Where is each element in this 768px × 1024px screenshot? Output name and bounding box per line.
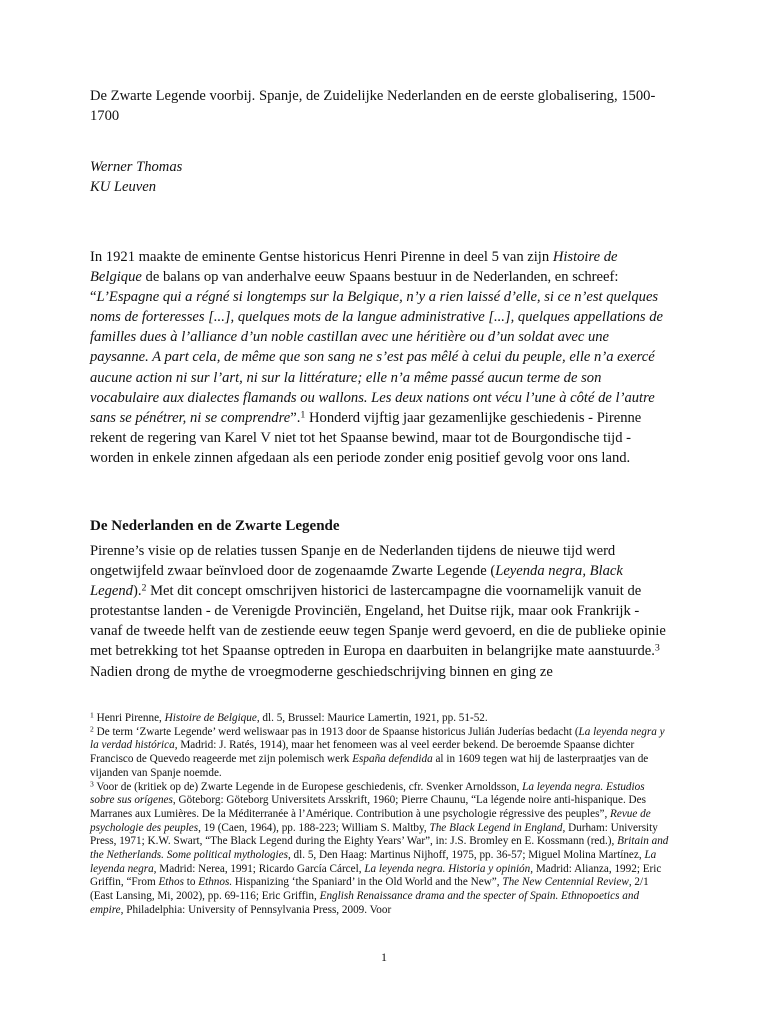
paragraph-intro: In 1921 maakte de eminente Gentse historicus Henri Pirenne in deel 5 van zijn Histoire de Belgique de balans op van anderhalve eeuw Spaans bestuur in de Nederlanden, en schreef: “L’Espagne qui a régné si longtemps sur la Belgique, n’y a rien laissé d’elle, si ce n’est quelques noms de forteresses [...], quelques mots de la langue administrative [...], quelques appellations de familles dues à l’alliance d’un noble castillan avec une héritière ou d’un soldat avec une paysanne. A part cela, de même que son sang ne s’est pas mêlé à celui du peuple, elle n’a exercé aucune action ni sur l’art, ni sur la littérature; elle n’a même passé aucun terme de son vocabulaire aux dialectes flamands ou wallons. Les deux nations ont vécu l’une à côté de l’autre sans se pénétrer, ni se comprendre”.$^1$ Honderd vijftig jaar gezamenlijke geschiedenis - Pirenne rekent de regering van Karel V niet tot het Spaanse bewind, maar tot de Bourgondische tijd - worden in enkele zinnen afgedaan als een periode zonder enig positief gevolg voor ons land. [90,249,664,466]
paper-title [90,86,670,126]
author-block [90,157,670,197]
title-text: De Zwarte Legende voorbij. Spanje, de Zuidelijke Nederlanden en de eerste globalisering, 1500-1700 [90,88,656,125]
footnote-2: $^2$ De term ‘Zwarte Legende’ werd weliswaar pas in 1913 door de Spaanse historicus Julián Juderías bedacht (La leyenda negra y la verdad histórica, Madrid: J. Ratés, 1914), maar het fenomeen was al veel eerder bekend. De beroemde Spaanse dichter Francisco de Quevedo reageerde met zijn polemisch werk España defendida al in 1609 tegen wat hij de lasterpraatjes van de vijanden van Spanje noemde. [90,724,665,779]
paragraph-black-legend: Pirenne’s visie op de relaties tussen Spanje en de Nederlanden tijdens de nieuwe tijd werd ongetwijfeld zwaar beïnvloed door de zogenaamde Zwarte Legende (Leyenda negra, Black Legend).$^2$ Met dit concept omschrijven historici de lastercampagne die voornamelijk vanuit de protestantse landen - de Verenigde Provinciën, Engeland, het Duitse rijk, maar ook Frankrijk - vanaf de tweede helft van de zestiende eeuw tegen Spanje werd gevoerd, en die de publieke opinie met betrekking tot het Spaanse optreden in Europa en daarbuiten in belangrijke mate aanstuurde.$^3$ Nadien drong de mythe de vroegmoderne geschiedschrijving binnen en ging ze [90,543,666,680]
footnotes [90,712,670,918]
footnote-ref-3[interactable]: 3 [654,643,660,655]
footnote-1: $^1$ Henri Pirenne, Histoire de Belgique, dl. 5, Brussel: Maurice Lamertin, 1921, pp. 51-52. [90,710,488,724]
term-leyenda-negra: Leyenda negra, Black Legend [90,563,623,600]
footnote-ref-2[interactable]: 2 [141,582,147,594]
footnote-3: $^3$ Voor de (kritiek op de) Zwarte Legende in de Europese geschiedenis, cfr. Svenker Arnoldsson, La leyenda negra. Estudios sobre sus orígenes, Göteborg: Göteborg Universitets Arsskrift, 1960; Pierre Chaunu, “La légende noire anti-hispanique. Des Marranes aux Lumières. De la Méditerranée à l’Amérique. Contribution à une psychologie régressive des peuples”, Revue de psychologie des peuples, 19 (Caen, 1964), pp. 188-223; William S. Maltby, The Black Legend in England, Durham: University Press, 1971; K.W. Swart, “The Black Legend during the Eighty Years’ War”, in: J.S. Bromley en E. Kossmann (red.), Britain and the Netherlands. Some political mythologies, dl. 5, Den Haag: Martinus Nijhoff, 1975, pp. 36-57; Miguel Molina Martínez, La leyenda negra, Madrid: Nerea, 1991; Ricardo García Cárcel, La leyenda negra. Historia y opinión, Madrid: Alianza, 1992; Eric Griffin, “From Ethos to Ethnos. Hispanizing ‘the Spaniard’ in the Old World and the New”, The New Centennial Review, 2/1 (East Lansing, Mi, 2002), pp. 69-116; Eric Griffin, English Renaissance drama and the specter of Spain. Ethnopoetics and empire, Philadelphia: University of Pennsylvania Press, 2009. Voor [90,779,669,916]
footnote-ref-1[interactable]: 1 [300,409,306,421]
author-name: Werner Thomas [90,159,183,175]
section-heading: De Nederlanden en de Zwarte Legende [90,518,340,534]
pirenne-quote: L’Espagne qui a régné si longtemps sur la Belgique, n’y a rien laissé d’elle, si ce n’est quelques noms de forteresses [...], quelques mots de la langue administrative [...], quelques appellations de familles dues à l’alliance d’un noble castillan avec une héritière ou d’un soldat avec une paysanne. A part cela, de même que son sang ne s’est pas mêlé à celui du peuple, elle n’a exercé aucune action ni sur l’art, ni sur la littérature; elle n’a même passé aucun terme de son vocabulaire aux dialectes flamands ou wallons. Les deux nations ont vécu l’une à côté de l’autre sans se pénétrer, ni se comprendre [90,289,664,426]
page-number: 1 [381,950,387,964]
book-title: Histoire de Belgique [90,249,618,286]
author-affiliation: KU Leuven [90,179,157,196]
